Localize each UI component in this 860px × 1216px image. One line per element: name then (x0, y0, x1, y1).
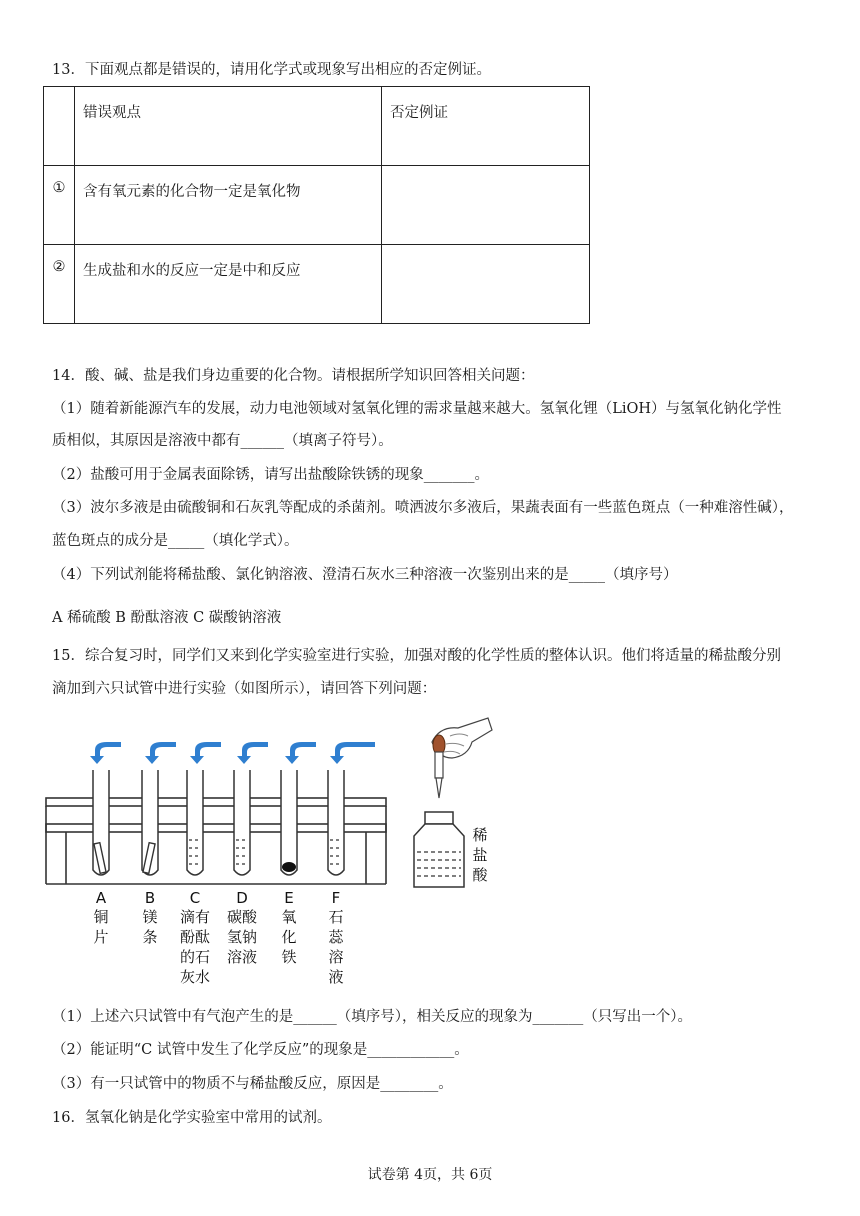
tube-label: 石 (328, 908, 344, 926)
page-footer: 试卷第 4页，共 6页 (367, 1167, 493, 1183)
tube-label: 铁 (281, 948, 297, 966)
row-num: ① (44, 166, 75, 245)
tube-letter: D (236, 889, 248, 907)
tube-letter: B (144, 889, 156, 907)
tube-label: 酚酞 (179, 928, 211, 946)
test-tube-figure (40, 712, 510, 997)
arrow-icon (90, 742, 121, 764)
q14-part1-line2: 质相似，其原因是溶液中都有______（填离子符号）。 (52, 433, 393, 449)
dropper-arrows (90, 742, 375, 764)
q15-part3: （3）有一只试管中的物质不与稀盐酸反应，原因是________。 (52, 1076, 453, 1092)
q13-table (43, 86, 590, 324)
tube-label: 条 (142, 928, 158, 946)
tube-letter: A (95, 889, 107, 907)
tube-label: 氢钠 (226, 928, 258, 946)
bottle-label-char: 稀 (472, 826, 488, 844)
q13-stem: 13．下面观点都是错误的，请用化学式或现象写出相应的否定例证。 (52, 62, 491, 78)
header-cell-num (44, 87, 75, 166)
tube-contents (94, 840, 342, 873)
tube-e (281, 770, 297, 875)
q14-part1-line1: （1）随着新能源汽车的发展，动力电池领域对氢氧化锂的需求量越来越大。氢氧化锂（LiOH）与氢氧化钠化学性 (52, 401, 782, 417)
q15-stem-line2: 滴加到六只试管中进行实验（如图所示），请回答下列问题： (52, 681, 437, 697)
row-example-answer[interactable] (382, 245, 590, 324)
tube-label: 的石 (179, 948, 211, 966)
tube-label: 铜 (93, 908, 109, 926)
tube-letter: F (331, 889, 341, 907)
q14-part4: （4）下列试剂能将稀盐酸、氯化钠溶液、澄清石灰水三种溶液一次鉴别出来的是_____（填序号） (52, 567, 678, 583)
tube-label: 溶 (328, 948, 344, 966)
arrow-icon (145, 742, 176, 764)
tube-label: 片 (93, 928, 109, 946)
tube-label: 溶液 (226, 948, 258, 966)
header-cell-example: 否定例证 (382, 87, 590, 166)
iron-oxide-powder (282, 862, 296, 872)
table-header-row (44, 87, 590, 166)
tube-f (328, 770, 344, 875)
q15-stem-line1: 15．综合复习时，同学们又来到化学实验室进行实验，加强对酸的化学性质的整体认识。他们将适量的稀盐酸分别 (52, 648, 781, 664)
row-example-answer[interactable] (382, 166, 590, 245)
row-view: 生成盐和水的反应一定是中和反应 (75, 245, 382, 324)
tube-label: 灰水 (179, 968, 211, 986)
q14-stem: 14．酸、碱、盐是我们身边重要的化合物。请根据所学知识回答相关问题： (52, 368, 535, 384)
table-row (44, 245, 590, 324)
q15-part2: （2）能证明“C 试管中发生了化学反应”的现象是____________。 (52, 1042, 469, 1058)
acid-bottle (414, 812, 464, 887)
tube-label: 化 (281, 928, 297, 946)
q14-part3-line2: 蓝色斑点的成分是_____（填化学式）。 (52, 533, 299, 549)
bottle-label (472, 826, 488, 884)
table-row (44, 166, 590, 245)
q16-stem: 16．氢氧化钠是化学实验室中常用的试剂。 (52, 1110, 332, 1126)
test-tubes (93, 770, 344, 875)
hand-dropper-icon (432, 718, 492, 798)
tube-label: 镁 (142, 908, 158, 926)
arrow-icon (285, 742, 316, 764)
arrow-icon (237, 742, 268, 764)
tube-labels (93, 889, 344, 986)
q15-part1: （1）上述六只试管中有气泡产生的是______（填序号），相关反应的现象为_______（只写出一个）。 (52, 1009, 692, 1025)
tube-label: 滴有 (179, 908, 211, 926)
tube-label: 氧 (281, 908, 297, 926)
tube-label: 蕊 (328, 928, 344, 946)
arrow-icon (190, 742, 221, 764)
tube-letter: C (189, 889, 201, 907)
q14-options: A 稀硫酸 B 酚酞溶液 C 碳酸钠溶液 (52, 610, 282, 626)
q14-part3-line1: （3）波尔多液是由硫酸铜和石灰乳等配成的杀菌剂。喷洒波尔多液后，果蔬表面有一些蓝色斑点（一种难溶性碱）， (52, 500, 794, 516)
arrow-icon (330, 742, 375, 764)
tube-label: 碳酸 (226, 908, 258, 926)
q14-part2: （2）盐酸可用于金属表面除锈，请写出盐酸除铁锈的现象_______。 (52, 467, 489, 483)
tube-letter: E (284, 889, 294, 907)
tube-label: 液 (328, 968, 344, 986)
bottle-label-char: 盐 (472, 846, 488, 864)
row-num: ② (44, 245, 75, 324)
bottle-label-char: 酸 (472, 866, 488, 884)
tube-c (187, 770, 203, 875)
header-cell-view: 错误观点 (75, 87, 382, 166)
row-view: 含有氧元素的化合物一定是氧化物 (75, 166, 382, 245)
tube-d (234, 770, 250, 875)
